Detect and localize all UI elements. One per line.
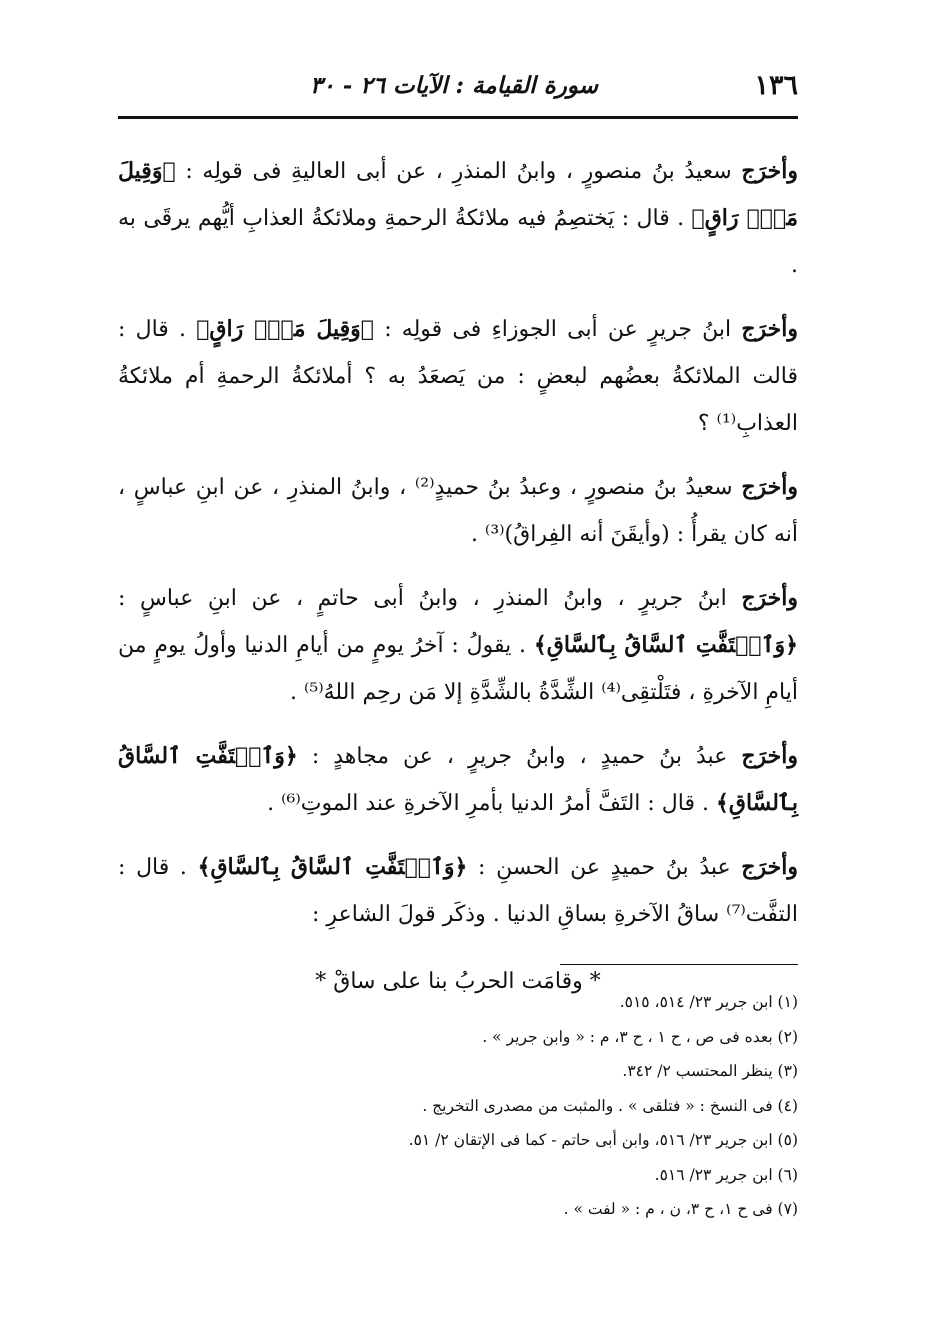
paragraph-text: ابنُ جريرٍ ، وابنُ المنذرِ ، وابنُ أبى حاتمٍ ، عن ابنِ عباسٍ :	[118, 586, 742, 611]
page-number: ١٣٦	[754, 70, 798, 101]
paragraph-lead: وأخرَج	[741, 316, 799, 342]
paragraph-text: سعيدُ بنُ منصورٍ ، وعبدُ بنُ حميدٍ⁽²⁾ ، وابنُ المنذرِ ، عن ابنِ عباسٍ ، أنه كان يقرأُ : (وأيقَنَ أنه الفِراقُ)⁽³⁾ .	[118, 475, 798, 547]
paragraph-text: ابنُ جريرٍ عن أبى الجوزاءِ فى قولِه :	[374, 317, 742, 342]
footnote: (٧) فى ح ١، ح ٣، ن ، م : « لفت » .	[563, 1200, 798, 1218]
footnote: (٦) ابن جرير ٢٣/ ٥١٦.	[654, 1165, 798, 1184]
paragraph-text: عبدُ بنُ حميدٍ عن الحسنِ :	[467, 855, 742, 880]
paragraph-text-continued: . يقولُ : آخرُ يومٍ من أيامِ الدنيا وأولُ يومٍ من أيامِ الآخرةِ ، فتَلْتقِى⁽⁴⁾ الشِّدَّةُ بالشِّدَّةِ إلا مَن رحِم اللهُ⁽⁵⁾ .	[118, 633, 798, 705]
paragraph	[118, 306, 798, 447]
paragraph-lead: وأخرَج	[741, 854, 798, 880]
running-title: سورة القيامة : الآيات ٢٦ - ٣٠	[309, 72, 598, 99]
quran-quote: ﴿وَقِيلَ مَنْۜ رَاقٍ﴾	[196, 316, 374, 342]
paragraph-text-continued: . قال : التفَّت⁽⁷⁾ ساقُ الآخرةِ بساقِ الدنيا . وذكَر قولَ الشاعرِ :	[118, 855, 798, 927]
footnote-separator	[560, 964, 798, 965]
footnote: (٥) ابن جرير ٢٣/ ٥١٦، وابن أبى حاتم - كما فى الإتقان ٢/ ٥١.	[408, 1131, 798, 1149]
quran-quote: ﴿وَٱلۡتَفَّتِ ٱلسَّاقُ بِٱلسَّاقِ﴾	[533, 632, 799, 658]
paragraph	[118, 733, 798, 827]
quran-quote: ﴿وَقِيلَ مَنْۜ رَاقٍ﴾	[118, 158, 798, 231]
page-header	[118, 62, 798, 119]
paragraph-text-continued: . قال : التَفَّ أمرُ الدنيا بأمرِ الآخرةِ عند الموتِ⁽⁶⁾ .	[267, 791, 716, 816]
paragraph-text-continued: . قال : يَختصِمُ فيه ملائكةُ الرحمةِ وملائكةُ العذابِ أيُّهم يرقَى به .	[118, 206, 798, 278]
paragraph-lead: وأخرَج	[741, 743, 798, 769]
paragraph-lead: وأخرَج	[741, 158, 798, 184]
paragraph	[118, 148, 798, 289]
footnotes	[118, 985, 798, 1227]
paragraph-lead: وأخرَج	[741, 474, 798, 500]
poetry-verse: * وقامَت الحربُ بنا على ساقْ *	[315, 969, 601, 994]
paragraph	[118, 844, 798, 938]
paragraph-text-continued: . قال : قالت الملائكةُ بعضُهم لبعضٍ : من يَصعَدُ به ؟ أملائكةُ الرحمةِ أم ملائكةُ العذابِ⁽¹⁾ ؟	[118, 317, 798, 436]
paragraph	[118, 575, 798, 716]
footnote: (٢) بعده فى ص ، ح ١ ، ح ٣، م : « وابن جرير » .	[482, 1027, 798, 1046]
quran-quote: ﴿وَٱلۡتَفَّتِ ٱلسَّاقُ بِٱلسَّاقِ﴾	[118, 743, 798, 816]
paragraph-lead: وأخرَج	[741, 585, 798, 611]
main-text	[118, 148, 798, 1005]
footnote: (١) ابن جرير ٢٣/ ٥١٤، ٥١٥.	[619, 993, 798, 1011]
paragraph	[118, 464, 798, 558]
footnote: (٣) ينظر المحتسب ٢/ ٣٤٢.	[622, 1062, 798, 1080]
paragraph-text: سعيدُ بنُ منصورٍ ، وابنُ المنذرِ ، عن أبى العاليةِ فى قولِه :	[175, 159, 742, 184]
quran-quote: ﴿وَٱلۡتَفَّتِ ٱلسَّاقُ بِٱلسَّاقِ﴾	[197, 854, 468, 880]
paragraph-text: عبدُ بنُ حميدٍ ، وابنُ جريرٍ ، عن مجاهدٍ :	[297, 744, 742, 769]
footnote: (٤) فى النسخ : « فتلقى » . والمثبت من مصدرى التخريج .	[422, 1096, 798, 1115]
